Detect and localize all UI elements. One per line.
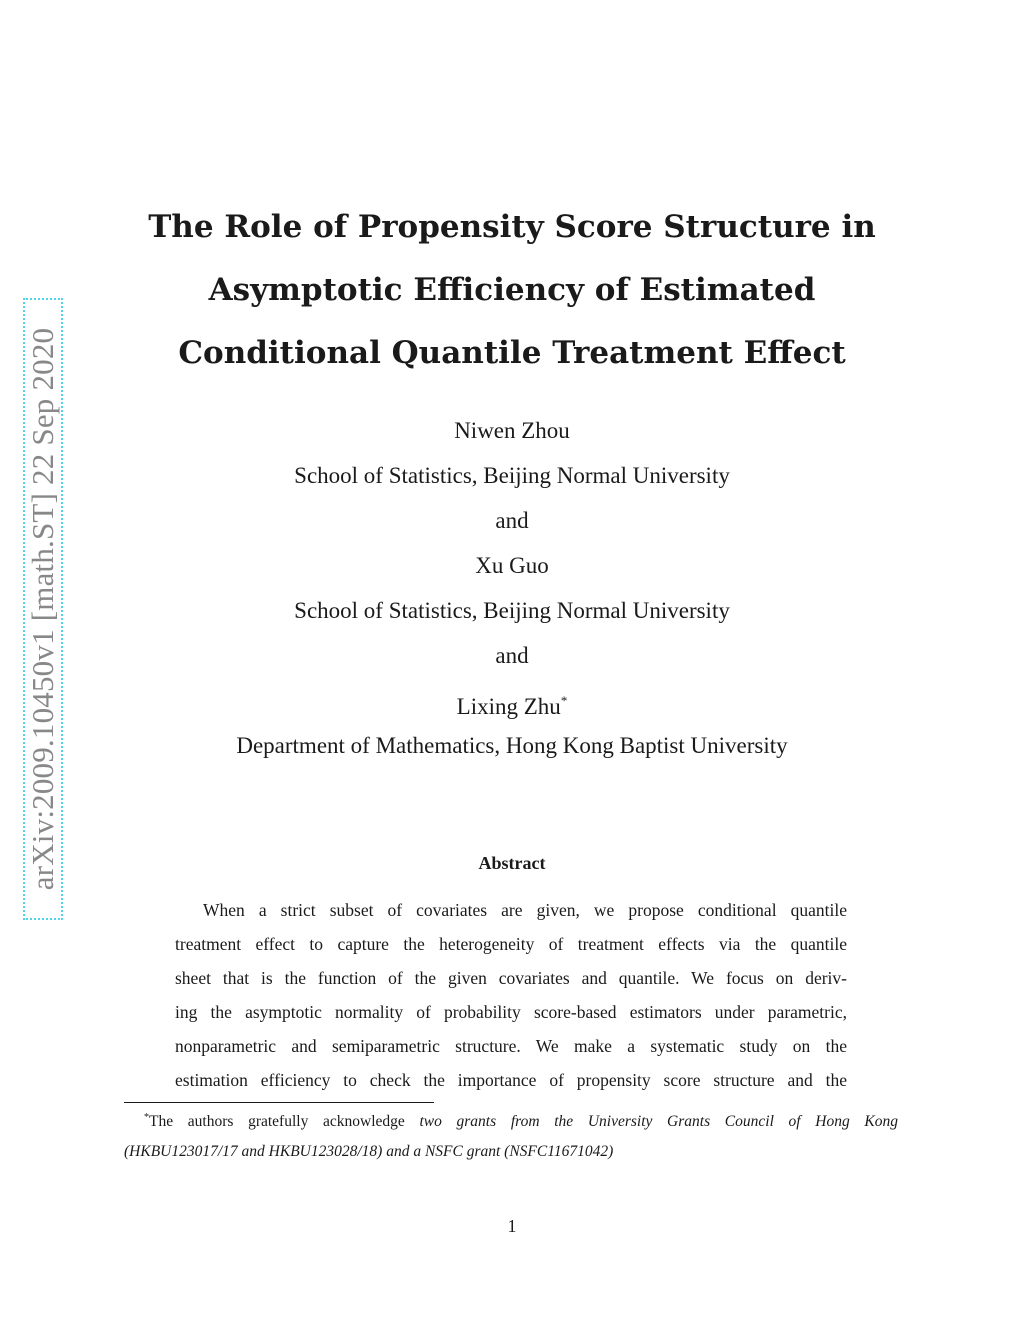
author-affiliation: School of Statistics, Beijing Normal University (294, 598, 730, 623)
author-affiliation: Department of Mathematics, Hong Kong Baptist University (236, 733, 788, 758)
author-block (110, 408, 914, 768)
footnote-marker: * (144, 1112, 149, 1123)
author-separator: and (495, 643, 529, 668)
footnote-marker: * (560, 693, 568, 708)
abstract-heading: Abstract (478, 853, 546, 873)
footnote-grant-numbers: (HKBU123017/17 and HKBU123028/18) and a NSFC grant (NSFC11671042) (124, 1143, 614, 1160)
abstract-body (175, 893, 847, 1097)
author-name-line (110, 678, 914, 723)
author-separator: and (495, 508, 529, 533)
footnote-text: The authors gratefully acknowledge (149, 1113, 420, 1130)
footnote-line (124, 1137, 898, 1167)
footnote (124, 1103, 898, 1167)
abstract-line: When a strict subset of covariates are given, we propose conditional quantile (203, 900, 847, 920)
paper-title (110, 196, 914, 385)
abstract-line: estimation efficiency to check the importance of propensity score structure and the (175, 1070, 847, 1090)
author-name: Lixing Zhu (456, 694, 561, 719)
abstract-line: sheet that is the function of the given covariates and quantile. We focus on deriv- (175, 968, 847, 988)
title-line: Conditional Quantile Treatment Effect (178, 335, 846, 371)
abstract-line: ing the asymptotic normality of probability score-based estimators under parametric, (175, 1002, 847, 1022)
author-name: Xu Guo (475, 553, 549, 578)
title-line: The Role of Propensity Score Structure in (148, 209, 876, 245)
footnote-line (124, 1103, 898, 1137)
page-number: 1 (507, 1216, 517, 1236)
arxiv-identifier[interactable]: arXiv:2009.10450v1 [math.ST] 22 Sep 2020 (25, 327, 60, 891)
author-affiliation: School of Statistics, Beijing Normal University (294, 463, 730, 488)
abstract-line: nonparametric and semiparametric structure. We make a systematic study on the (175, 1036, 847, 1056)
abstract-line: treatment effect to capture the heterogeneity of treatment effects via the quantile (175, 934, 847, 954)
title-line: Asymptotic Efficiency of Estimated (208, 272, 816, 308)
author-name: Niwen Zhou (454, 418, 570, 443)
footnote-grant-text: two grants from the University Grants Council of Hong Kong (419, 1113, 898, 1130)
